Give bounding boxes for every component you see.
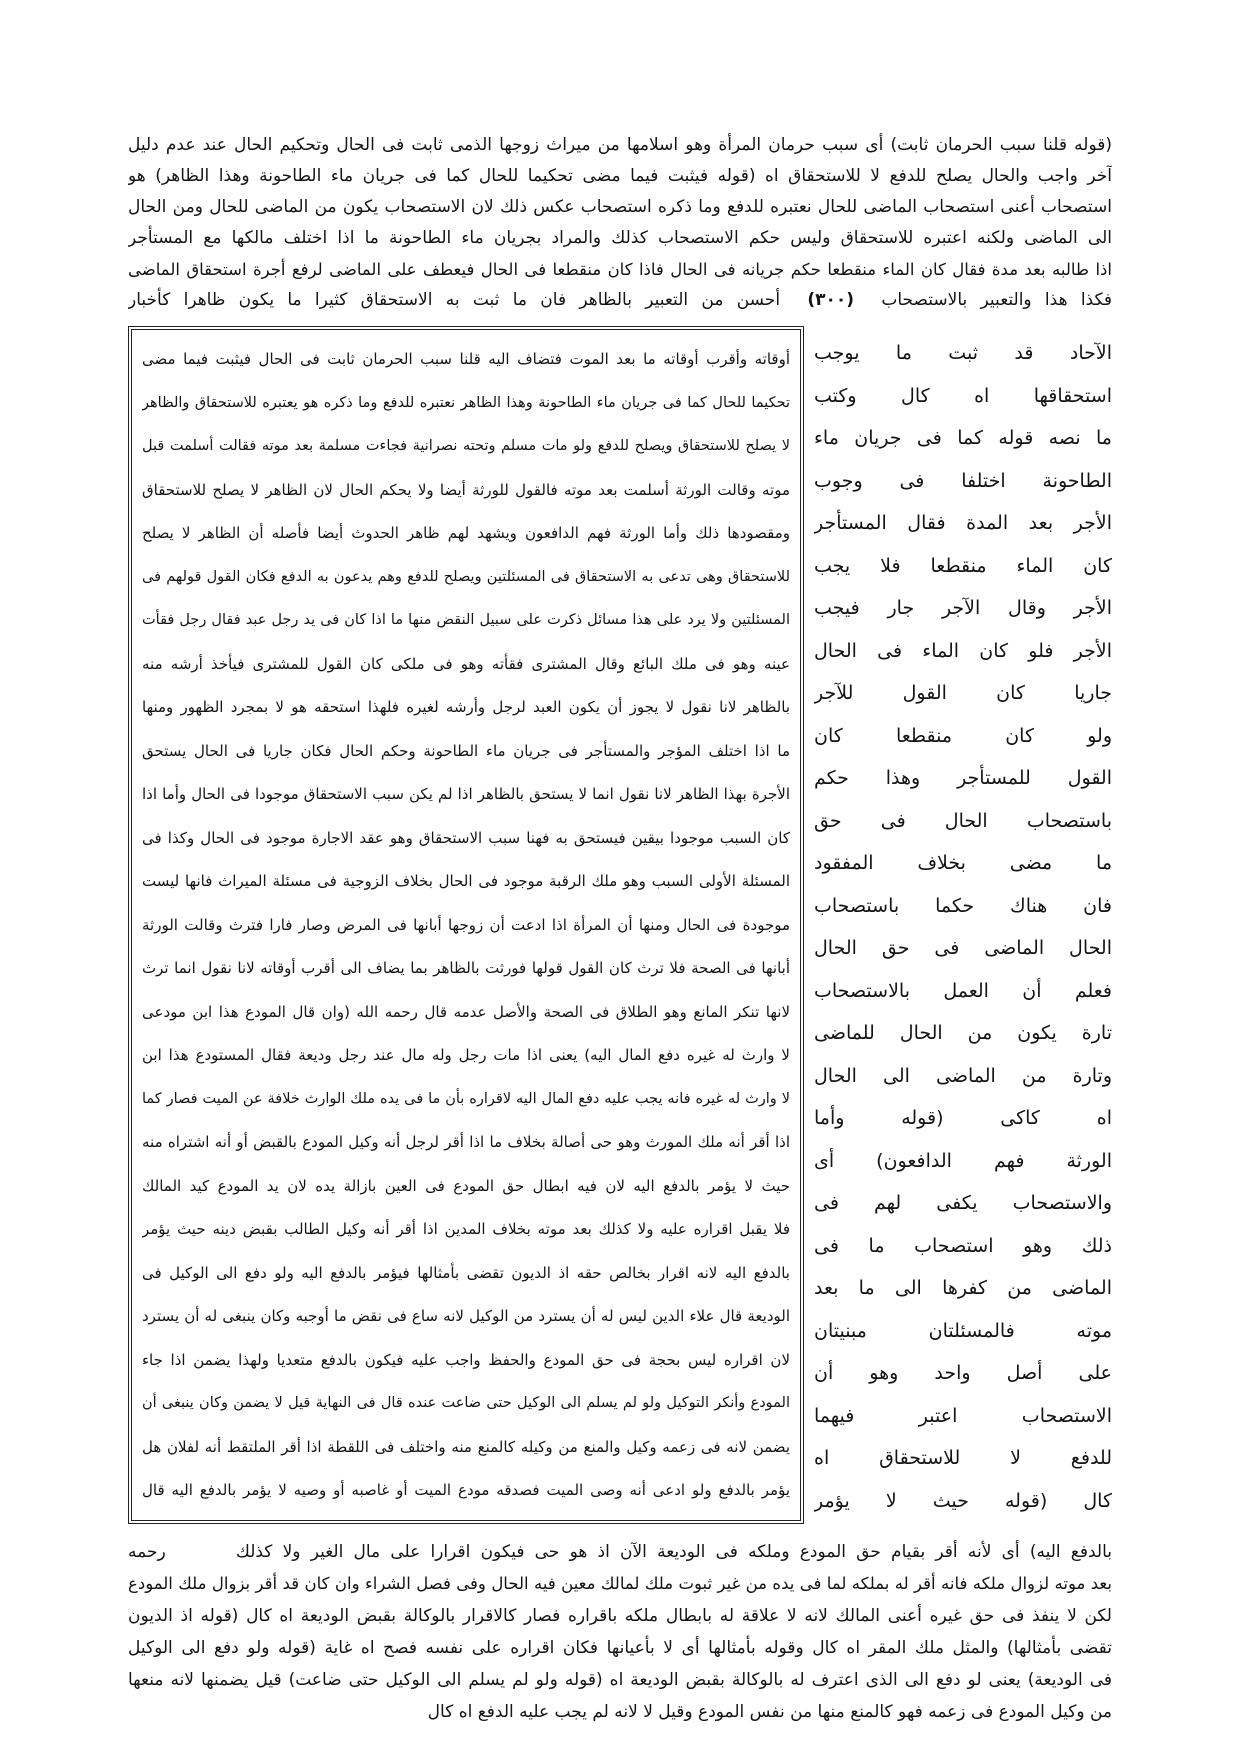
main-text-line: موجودة فى الحال ومنها أن المرأة اذا ادعت أن زوجها أبانها فى المرض وصار فارا فترث وقالت الورثة — [142, 915, 790, 934]
main-text-line: لانها تنكر المانع وهو الطلاق فى الصحة والأصل عدمه قال رحمه الله (وان قال المودع هذا ابن مودعى — [142, 1002, 790, 1021]
top-commentary-line: الى الماضى ولكنه اعتبره للاستحقاق وليس حكم الاستصحاب كذلك والمراد بجريان ماء الطاحونة ما اذا اختلف مالكها مع المستأجر — [128, 228, 1112, 248]
top-commentary-line-start: فكذا هذا والتعبير بالاستصحاب — [881, 290, 1112, 310]
bottom-commentary-line: تقضى بأمثالها) والمثل ملك المقر اه كال وقوله بأمثالها أى لا بأعيانها فكان اقراره على نفسه فصح اه غاية (قوله ولو دفع الى الوكيل — [128, 1638, 1112, 1658]
main-text-line: لا يصلح للاستحقاق ويصلح للدفع ولو مات مسلم وتحته نصرانية فجاءت مسلمة بعد موته فقالت أسلمت قبل — [142, 438, 790, 454]
main-text-line: فلا يقبل اقراره عليه ولا كذلك بعد موته بخلاف المدين اذا أقر أنه وكيل الطالب بقبض دينه حيث يؤمر — [142, 1220, 790, 1238]
main-text-line: المسئلة الأولى السبب وهو ملك الرقبة موجود فى الحال بخلاف الزوجية فى مسئلة الميراث فانها ليست — [142, 872, 790, 890]
top-commentary-line: آخر واجب والحال يصلح للدفع لا للاستحقاق اه (قوله فيثبت فيما مضى تحكيما للحال كما فى جريان ماء الطاحونة وهذا الظاهر) هو — [128, 166, 1112, 186]
main-text-line: ومقصودها ذلك وأما الورثة فهم الدافعون ويشهد لهم ظاهر الحدوث أيضا فأصله أن الظاهر لا يصلح — [142, 524, 790, 542]
side-commentary-line: اه كاكى (قوله وأما — [814, 1107, 1112, 1129]
main-text-line: بالظاهر لانا نقول لا يجوز أن يكون العبد لرجل وأرشه لغيره فلهذا استحقه هو لا بمجرد الظهور ومنها — [142, 698, 790, 716]
bottom-commentary-line: لكن لا ينفذ فى حق غيره أعنى المالك لانه لا علاقة له بابطال ملكه باقراره فصار كالاقرار بالوكالة بقبض الوديعة اه كال (قوله اذ الديون — [128, 1606, 1112, 1626]
main-text-line: اذا أقر أنه ملك المورث وهو حى أصالة بخلاف ما اذا أقر لرجل أنه وكيل المودع بالقبض أو أنه اشتراه منه — [142, 1133, 790, 1151]
side-commentary-line: القول للمستأجر وهذا حكم — [814, 767, 1112, 789]
bottom-commentary-line: من وكيل المودع فى زعمه فهو كالمنع منها من نفس المودع وقيل لا لانه لم يجب عليه الدفع اه كال — [427, 1702, 1112, 1722]
top-commentary-line-end: أحسن من التعبير بالظاهر فان ما ثبت به الاستحقاق كثيرا ما يكون ظاهرا كأخبار — [128, 290, 781, 310]
side-commentary-line: الأجر وقال الآجر جار فيجب — [814, 597, 1112, 619]
side-commentary-line: الاستصحاب اعتبر فيهما — [814, 1404, 1112, 1427]
side-commentary-line: باستصحاب الحال فى حق — [814, 809, 1112, 832]
bottom-commentary-line — [128, 1536, 1112, 1568]
main-text-line: موته وقالت الورثة أسلمت بعد موته فالقول للورثة أيضا ولا يحكم الحال لان الظاهر لا يصلح للاستحقاق — [142, 480, 790, 499]
side-commentary-line: الأجر بعد المدة فقال المستأجر — [814, 512, 1112, 534]
side-commentary-line: ولو كان منقطعا كان — [814, 724, 1112, 747]
side-commentary-line: جاريا كان القول للآجر — [814, 682, 1112, 704]
main-text-line: أبانها فى الصحة فلا ترث كان القول قولها فورثت بالظاهر بما يضاف الى أقرب أوقاته لانا نقول انما ترث — [142, 959, 790, 977]
main-text-line: ما اذا اختلف المؤجر والمستأجر فى جريان ماء الطاحونة وحكم الحال فكان جاريا فى الحال يستحق — [142, 741, 790, 760]
main-text-line: المودع وأنكر التوكيل ولو لم يسلم الى الوكيل حتى ضاعت عنده قال فى النهاية قيل لا يضمن وكان ينبغى أن — [142, 1395, 790, 1411]
bottom-commentary-line: فى الوديعة) يعنى لو دفع الى الذى اعترف له بالوكالة بقبض الوديعة اه (قوله ولو لم يسلم الى الوكيل حتى ضاعت) قيل يضمنها لانه منعها — [128, 1670, 1112, 1690]
main-text-line: يضمن لانه فى زعمه وكيل والمنع من وكيله كالمنع منه واختلف فى اللقطة اذا أقر الملتقط أنه لفلان هل — [142, 1437, 790, 1456]
top-commentary-line: استصحاب أعنى استصحاب الماضى للحال نعتبره للدفع وما ذكره استصحاب عكس ذلك لان الاستصحاب يكون من الماضى للحال ومن الحال — [128, 197, 1112, 217]
bottom-commentary-line: بعد موته لزوال ملكه فانه أقر له بملكه لما فى يده من غير ثبوت ملك لمالك معين فيه الحال وفى فصل الشراء وان كان قد أقر بزوال ملك المودع — [128, 1574, 1112, 1593]
side-commentary-line: والاستصحاب يكفى لهم فى — [814, 1192, 1112, 1214]
side-commentary — [814, 332, 1112, 1522]
main-text-line: لا وارث له غيره دفع المال اليه) يعنى اذا مات رجل وله مال عند رجل وديعة فقال المستودع هذا ابن — [142, 1046, 790, 1064]
page-number: (٣٠٠) — [807, 290, 855, 310]
side-commentary-line: الأجر فلو كان الماء فى الحال — [814, 639, 1112, 662]
main-text-line: كان السبب موجودا بيقين فيستحق به فهنا سبب الاستحقاق وهو عقد الاجارة موجود فى الحال وكذا فى — [142, 828, 790, 847]
top-commentary-line: اذا طالبه بعد مدة فقال كان الماء منقطعا حكم جريانه فى الحال فاذا كان منقطعا فى الحال فيعطف على الماضى لرفع أجرة استحقاق الماضى — [128, 260, 1112, 279]
main-text-line: المسئلتين ولا يرد على هذا مسائل ذكرت على سبيل النقض منها ما اذا كان فى يد رجل عبد فقال رجل فقأت — [142, 612, 790, 628]
side-commentary-line: ما مضى بخلاف المفقود — [814, 852, 1112, 874]
main-text-line: حيث لا يؤمر بالدفع اليه لان فيه ابطال حق المودع فى العين بازالة يده لان يد المودع كيد المالك — [142, 1176, 790, 1195]
main-text-line: للاستحقاق وهى تدعى به الاستحقاق فى المسئلتين ويصلح للدفع وهم يدعون به الدفع فكان القول قولهم فى — [142, 568, 790, 585]
side-commentary-line: للدفع لا للاستحقاق اه — [814, 1447, 1112, 1469]
main-text-line: بالدفع اليه لانه اقرار بخالص حقه اذ الديون تقضى بأمثالها فيؤمر بالدفع اليه ولو دفع الى الوكيل فى — [142, 1263, 790, 1282]
main-text-line: عينه وهو فى ملك البائع وقال المشترى فقأته وهو فى ملكى كان القول للمشترى فيأخذ أرشه منه — [142, 654, 790, 673]
main-text-box — [128, 326, 804, 1524]
catchword: رحمه — [128, 1542, 166, 1562]
side-commentary-line: الورثة فهم الدافعون) أى — [814, 1149, 1112, 1172]
side-commentary-line: كال (قوله حيث لا يؤمر — [814, 1489, 1112, 1512]
bottom-commentary — [128, 1536, 1112, 1728]
side-commentary-line: كان الماء منقطعا فلا يجب — [814, 554, 1112, 577]
side-commentary-line: الماضى من كفرها الى ما بعد — [814, 1277, 1112, 1299]
main-text-line: يؤمر بالدفع ولو ادعى أنه وصى الميت فصدقه مودع الميت أو غاصبه أو وصيه لا يؤمر بالدفع اليه قال — [142, 1481, 790, 1499]
side-commentary-line: تارة يكون من الحال للماضى — [814, 1022, 1112, 1044]
top-commentary-line: (قوله قلنا سبب الحرمان ثابت) أى سبب حرمان المرأة وهو اسلامها من ميراث زوجها الذمى ثابت فى الحال وتحكيم الحال عند عدم دليل — [128, 135, 1112, 155]
main-text-line: تحكيما للحال كما فى جريان ماء الطاحونة وهذا الظاهر نعتبره للدفع وما ذكره هو يعتبره للاستحقاق والظاهر — [142, 394, 790, 411]
side-commentary-line: فعلم أن العمل بالاستصحاب — [814, 979, 1112, 1002]
side-commentary-line: وتارة من الماضى الى الحال — [814, 1064, 1112, 1087]
main-text-line: أوقاته وأقرب أوقاته ما بعد الموت فتضاف اليه قلنا سبب الحرمان ثابت فى الحال فيثبت فيما مضى — [142, 350, 790, 368]
side-commentary-line: فان هناك حكما باستصحاب — [814, 894, 1112, 917]
main-text-line: لان اقراره ليس بحجة فى حق المودع والحفظ واجب عليه فيكون بالدفع متعديا ولهذا يضمن اذا جاء — [142, 1350, 790, 1369]
bottom-commentary-first-line: بالدفع اليه) أى لأنه أقر بقيام حق المودع وملكه فى الوديعة الآن اذ هو حى فيكون اقرارا على مال الغير ولا كذلك — [235, 1542, 1112, 1562]
side-commentary-line: ذلك وهو استصحاب ما فى — [814, 1234, 1112, 1257]
main-text-line: الأجرة بهذا الظاهر لانا نقول انما لا يستحق بالظاهر اذا لم يكن سبب الاستحقاق موجودا فى الحال وأما اذا — [142, 785, 790, 803]
side-commentary-line: على أصل واحد وهو أن — [814, 1362, 1112, 1384]
side-commentary-line: ما نصه قوله كما فى جريان ماء — [814, 427, 1112, 449]
side-commentary-line: الآحاد قد ثبت ما يوجب — [814, 342, 1112, 364]
side-commentary-line: موته فالمسئلتان مبنيتان — [814, 1319, 1112, 1342]
side-commentary-line: الحال الماضى فى حق الحال — [814, 937, 1112, 959]
top-commentary — [128, 130, 1112, 316]
top-commentary-line — [128, 285, 1112, 316]
side-commentary-line: الطاحونة اختلفا فى وجوب — [814, 469, 1112, 492]
main-text-line: لا وارث له غيره فانه يجب عليه دفع المال اليه لاقراره بأن ما فى يده ملك الوارث خلافة عن الميت فصار كما — [142, 1090, 790, 1107]
main-text-line: الوديعة قال علاء الدين ليس له أن يسترد من الوكيل لانه ساع فى نقض ما أوجبه وكان ينبغى له أن يسترد — [142, 1307, 790, 1325]
side-commentary-line: استحقاقها اه كال وكتب — [814, 384, 1112, 407]
